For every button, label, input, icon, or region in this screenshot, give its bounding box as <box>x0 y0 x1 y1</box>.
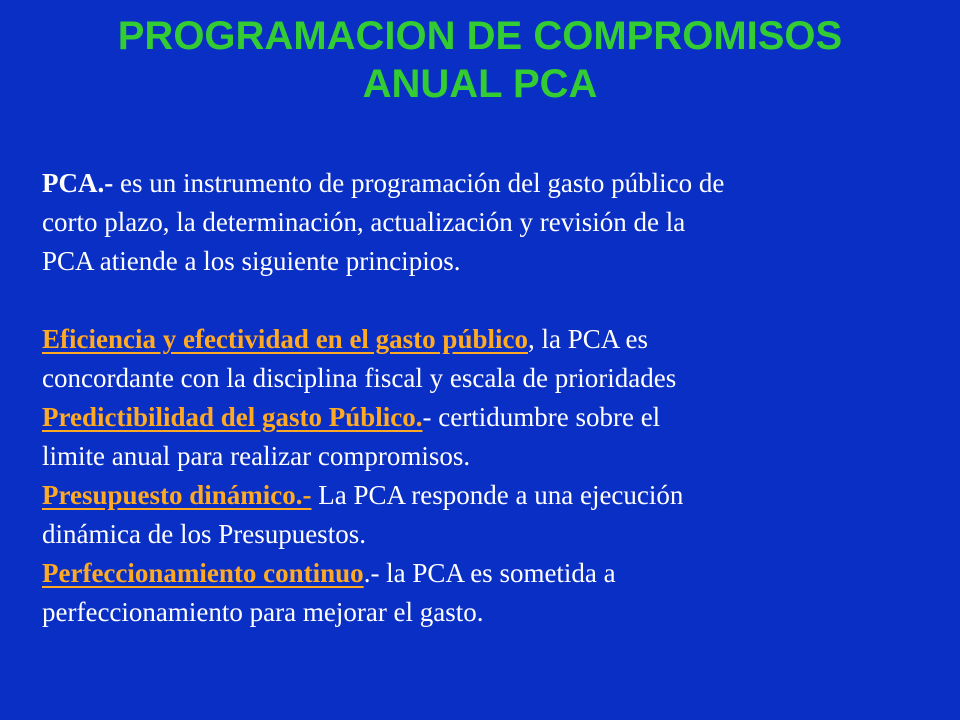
principle-2-line-1 <box>42 398 922 437</box>
principle-1-rest: , la PCA es <box>527 324 648 354</box>
intro-line-3: PCA atiende a los siguiente principios. <box>42 246 461 276</box>
principle-4-rest: .- la PCA es sometida a <box>363 558 616 588</box>
intro-line-2: corto plazo, la determinación, actualización y revisión de la <box>42 207 686 237</box>
slide-title-line-2: ANUAL PCA <box>362 62 598 106</box>
paragraph-gap <box>42 281 922 320</box>
principle-1-term: Eficiencia y efectividad en el gasto público <box>42 324 528 354</box>
slide-title <box>0 12 960 108</box>
principle-2-term: Predictibilidad del gasto Público. <box>42 402 423 432</box>
principle-4-line-1 <box>42 554 922 593</box>
principle-1-line-1 <box>42 320 922 359</box>
principle-2-line-2: limite anual para realizar compromisos. <box>42 441 471 471</box>
slide-title-line-1: PROGRAMACION DE COMPROMISOS <box>117 14 843 58</box>
intro-lead: PCA.- <box>42 168 114 198</box>
principle-3-term: Presupuesto dinámico.- <box>42 480 312 510</box>
intro-line-1-rest: es un instrumento de programación del gasto público de <box>113 168 725 198</box>
principle-1-line-2: concordante con la disciplina fiscal y escala de prioridades <box>42 363 677 393</box>
slide-body <box>42 164 922 632</box>
principle-3-rest: La PCA responde a una ejecución <box>311 480 684 510</box>
principle-4-term: Perfeccionamiento continuo <box>42 558 364 588</box>
principle-4-line-2: perfeccionamiento para mejorar el gasto. <box>42 597 484 627</box>
principle-3-line-2: dinámica de los Presupuestos. <box>42 519 366 549</box>
principle-3-line-1 <box>42 476 922 515</box>
intro-line-1 <box>42 164 922 203</box>
principle-2-rest: - certidumbre sobre el <box>422 402 661 432</box>
